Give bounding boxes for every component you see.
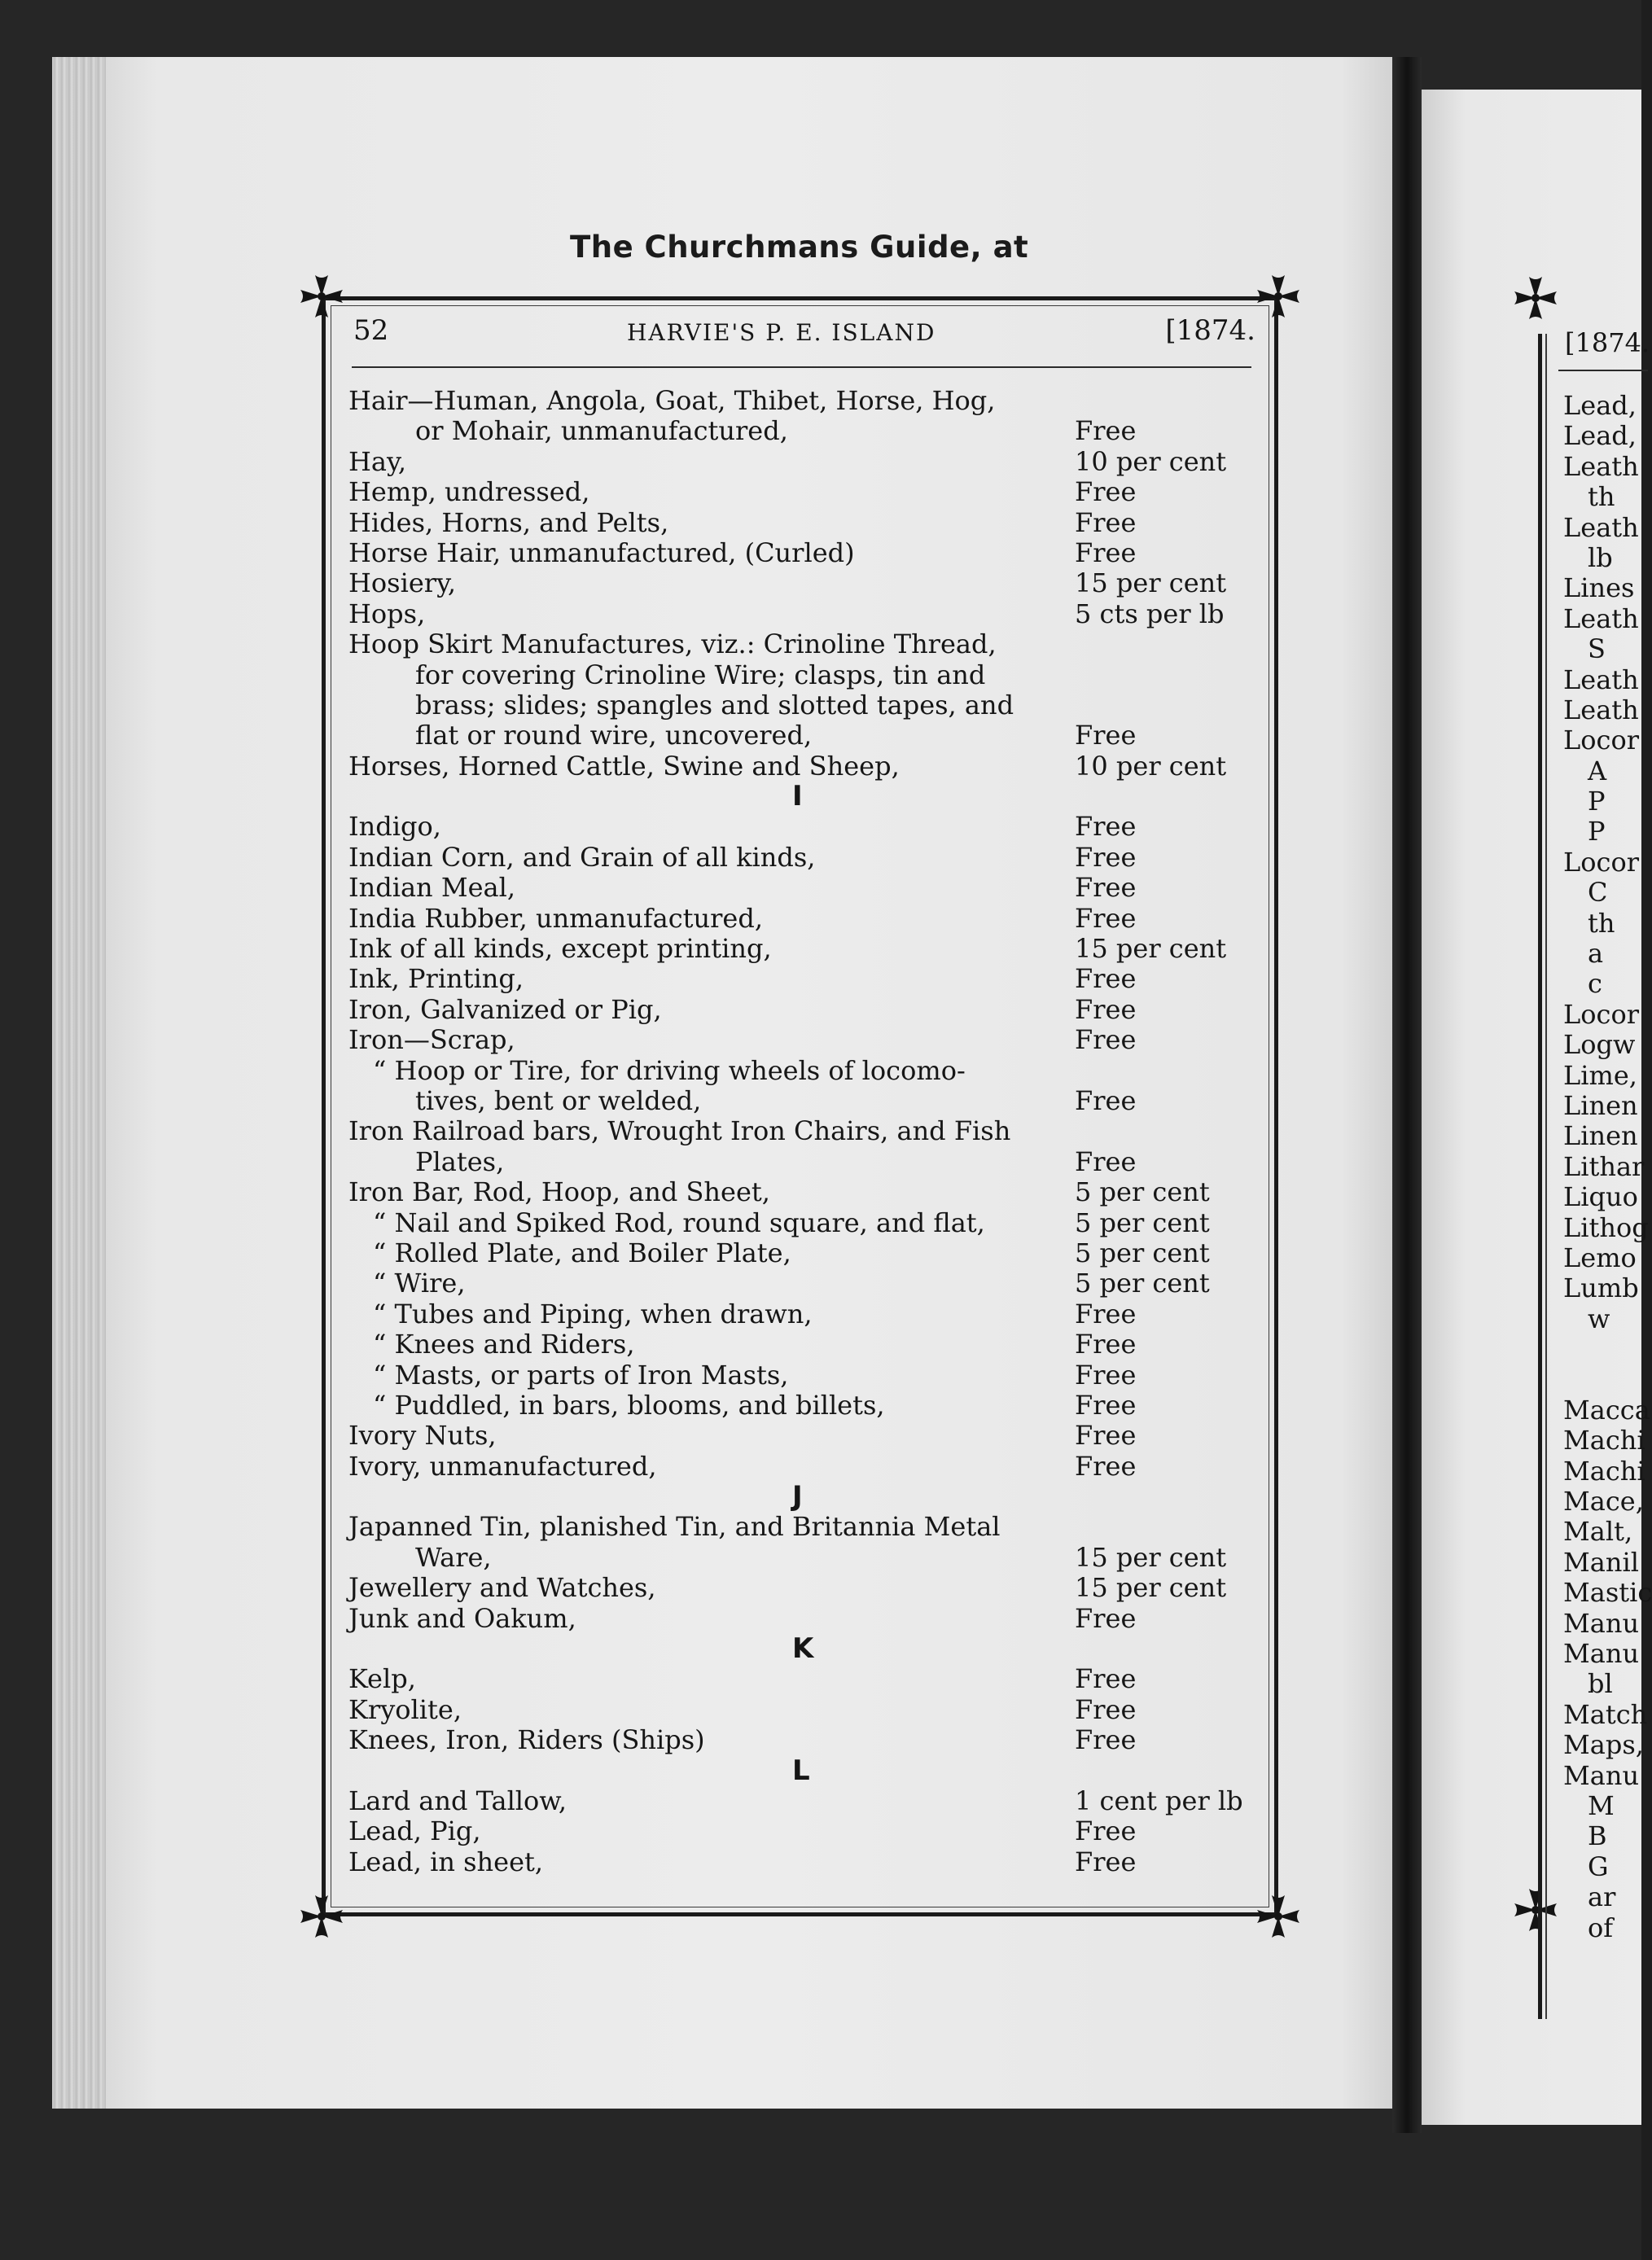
right-page-line: Manu bbox=[1563, 1638, 1640, 1670]
tariff-item: brass; slides; spangles and slotted tapes, and bbox=[415, 689, 1014, 720]
tariff-rate: Free bbox=[1075, 537, 1137, 568]
tariff-item: Kelp, bbox=[348, 1663, 416, 1695]
corner-ornament-icon bbox=[1254, 1892, 1303, 1941]
tariff-rate: Free bbox=[1075, 993, 1137, 1025]
tariff-rate: Free bbox=[1075, 811, 1137, 843]
tariff-item: Indian Meal, bbox=[348, 872, 516, 904]
tariff-item: Hosiery, bbox=[348, 567, 457, 599]
right-page-line: a bbox=[1588, 938, 1604, 970]
tariff-item: Horses, Horned Cattle, Swine and Sheep, bbox=[348, 750, 900, 782]
page-header bbox=[350, 314, 1262, 358]
book-gutter bbox=[1392, 57, 1422, 2133]
right-page-line: Match bbox=[1563, 1698, 1648, 1730]
tariff-row bbox=[348, 964, 1260, 994]
right-page-line: Lithar bbox=[1563, 1150, 1645, 1182]
right-page-line bbox=[1563, 1334, 1652, 1364]
tariff-rate: Free bbox=[1075, 1450, 1137, 1482]
right-page-line: Machi bbox=[1563, 1455, 1645, 1487]
tariff-row bbox=[348, 1512, 1260, 1542]
section-letter bbox=[348, 782, 1260, 812]
tariff-rate: 10 per cent bbox=[1075, 750, 1227, 782]
right-page bbox=[1422, 90, 1652, 2125]
tariff-item: “ Nail and Spiked Rod, round square, and flat, bbox=[373, 1207, 985, 1238]
tariff-rate: Free bbox=[1075, 872, 1137, 904]
tariff-rate: 5 per cent bbox=[1075, 1207, 1210, 1238]
tariff-row bbox=[348, 568, 1260, 598]
tariff-rate: Free bbox=[1075, 963, 1137, 995]
corner-ornament-icon bbox=[1254, 272, 1303, 321]
tariff-row bbox=[348, 1604, 1260, 1634]
tariff-rate: Free bbox=[1075, 1420, 1137, 1452]
header-title: HARVIE'S P. E. ISLAND bbox=[627, 319, 936, 346]
tariff-row bbox=[348, 1147, 1260, 1177]
tariff-item: “ Hoop or Tire, for driving wheels of locomo- bbox=[373, 1054, 966, 1086]
tariff-row bbox=[348, 477, 1260, 507]
tariff-rate: Free bbox=[1075, 1846, 1137, 1877]
corner-ornament-icon bbox=[297, 1892, 346, 1941]
page-number: 52 bbox=[353, 314, 389, 347]
tariff-row bbox=[348, 1573, 1260, 1603]
right-page-line: Lead, bbox=[1563, 390, 1637, 421]
right-page-line: Leath bbox=[1563, 602, 1639, 634]
tariff-item: Iron—Scrap, bbox=[348, 1024, 515, 1056]
right-page-header-rule bbox=[1558, 370, 1648, 371]
tariff-row bbox=[348, 1421, 1260, 1451]
tariff-item: tives, bent or welded, bbox=[415, 1084, 702, 1116]
right-page-line: Locor bbox=[1563, 846, 1639, 878]
tariff-rate: Free bbox=[1075, 506, 1137, 538]
right-page-frame-inner bbox=[1545, 334, 1547, 2019]
right-page-line: Lemo bbox=[1563, 1242, 1637, 1273]
tariff-row bbox=[348, 1664, 1260, 1694]
tariff-rate: 15 per cent bbox=[1075, 567, 1227, 599]
right-page-line: Mace, bbox=[1563, 1486, 1644, 1518]
tariff-item: “ Tubes and Piping, when drawn, bbox=[373, 1298, 813, 1329]
right-page-year: [1874. bbox=[1565, 327, 1650, 358]
tariff-row bbox=[348, 447, 1260, 477]
tariff-rate: Free bbox=[1075, 1084, 1137, 1116]
tariff-rate: 15 per cent bbox=[1075, 1572, 1227, 1604]
right-page-line: Maps, bbox=[1563, 1729, 1644, 1761]
tariff-rate: Free bbox=[1075, 1298, 1137, 1329]
tariff-rate: 5 cts per lb bbox=[1075, 598, 1225, 629]
tariff-row bbox=[348, 1847, 1260, 1877]
tariff-item: Jewellery and Watches, bbox=[348, 1572, 656, 1604]
tariff-row bbox=[348, 1452, 1260, 1482]
tariff-rate: Free bbox=[1075, 1024, 1137, 1056]
tariff-item: Ivory Nuts, bbox=[348, 1420, 497, 1452]
tariff-item: Iron Bar, Rod, Hoop, and Sheet, bbox=[348, 1176, 770, 1208]
section-letter-text: I bbox=[792, 780, 803, 813]
tariff-rate: Free bbox=[1075, 415, 1137, 447]
corner-ornament-icon bbox=[1511, 274, 1560, 322]
right-page-line: Manu bbox=[1563, 1607, 1640, 1639]
right-page-line: Locor bbox=[1563, 725, 1639, 756]
right-page-line: Manu bbox=[1563, 1759, 1640, 1791]
tariff-item: Hops, bbox=[348, 598, 426, 629]
right-page-line: Linen bbox=[1563, 1120, 1638, 1152]
tariff-item: “ Wire, bbox=[373, 1268, 466, 1299]
right-page-line: Mastic bbox=[1563, 1577, 1652, 1609]
tariff-row bbox=[348, 660, 1260, 690]
tariff-item: Hides, Horns, and Pelts, bbox=[348, 506, 669, 538]
tariff-item: Lead, in sheet, bbox=[348, 1846, 544, 1877]
tariff-row bbox=[348, 1056, 1260, 1086]
tariff-item: Hay, bbox=[348, 445, 406, 477]
tariff-row bbox=[348, 1786, 1260, 1816]
tariff-item: Kryolite, bbox=[348, 1693, 462, 1725]
corner-ornament-icon bbox=[1511, 1886, 1560, 1934]
tariff-row bbox=[348, 1725, 1260, 1755]
section-letter bbox=[348, 1756, 1260, 1786]
tariff-row bbox=[348, 1360, 1260, 1391]
tariff-item: Iron, Galvanized or Pig, bbox=[348, 993, 662, 1025]
tariff-row bbox=[348, 1268, 1260, 1299]
tariff-row bbox=[348, 538, 1260, 568]
tariff-item: “ Puddled, in bars, blooms, and billets, bbox=[373, 1389, 885, 1421]
tariff-rate: Free bbox=[1075, 841, 1137, 873]
tariff-rate: Free bbox=[1075, 1815, 1137, 1847]
right-page-line: G bbox=[1588, 1850, 1609, 1882]
tariff-row bbox=[348, 1299, 1260, 1329]
tariff-item: Hoop Skirt Manufactures, viz.: Crinoline Thread, bbox=[348, 629, 997, 660]
right-page-line: Liquo bbox=[1563, 1181, 1638, 1213]
tariff-list bbox=[348, 386, 1260, 1877]
tariff-row bbox=[348, 629, 1260, 659]
tariff-item: Plates, bbox=[415, 1145, 505, 1177]
tariff-row bbox=[348, 1816, 1260, 1846]
tariff-rate: Free bbox=[1075, 720, 1137, 751]
tariff-row bbox=[348, 1695, 1260, 1725]
tariff-rate: 5 per cent bbox=[1075, 1268, 1210, 1299]
right-page-line: Leath bbox=[1563, 450, 1639, 482]
tariff-item: Ink of all kinds, except printing, bbox=[348, 933, 772, 965]
tariff-row bbox=[348, 599, 1260, 629]
tariff-item: Indian Corn, and Grain of all kinds, bbox=[348, 841, 816, 873]
tariff-row bbox=[348, 416, 1260, 446]
tariff-row bbox=[348, 1329, 1260, 1360]
right-page-line bbox=[1563, 1365, 1652, 1395]
tariff-item: Knees, Iron, Riders (Ships) bbox=[348, 1724, 705, 1756]
tariff-item: for covering Crinoline Wire; clasps, tin and bbox=[415, 659, 986, 690]
tariff-item: Ware, bbox=[415, 1541, 492, 1573]
right-page-line: M bbox=[1588, 1789, 1615, 1821]
tariff-item: Ivory, unmanufactured, bbox=[348, 1450, 657, 1482]
right-page-line: S bbox=[1588, 633, 1606, 665]
right-page-frame bbox=[1538, 334, 1542, 2019]
right-page-line: lb bbox=[1588, 541, 1613, 573]
right-page-line: c bbox=[1588, 968, 1602, 1000]
tariff-item: Hair—Human, Angola, Goat, Thibet, Horse, Hog, bbox=[348, 385, 996, 416]
tariff-rate: Free bbox=[1075, 1145, 1137, 1177]
tariff-row bbox=[348, 1116, 1260, 1146]
right-page-line: of bbox=[1588, 1912, 1614, 1943]
tariff-row bbox=[348, 934, 1260, 964]
header-rule bbox=[352, 366, 1251, 368]
section-letter-text: J bbox=[792, 1480, 803, 1513]
tariff-row bbox=[348, 720, 1260, 751]
tariff-row bbox=[348, 843, 1260, 873]
tariff-row bbox=[348, 812, 1260, 842]
tariff-rate: Free bbox=[1075, 1359, 1137, 1391]
right-page-line: Leath bbox=[1563, 664, 1639, 695]
tariff-rate: Free bbox=[1075, 1389, 1137, 1421]
tariff-rate: Free bbox=[1075, 1724, 1137, 1756]
right-page-line: P bbox=[1588, 816, 1606, 848]
section-letter bbox=[348, 1634, 1260, 1664]
tariff-item: Japanned Tin, planished Tin, and Britannia Metal bbox=[348, 1511, 1001, 1543]
tariff-rate: Free bbox=[1075, 902, 1137, 934]
right-page-line: Machi bbox=[1563, 1425, 1645, 1456]
right-page-line: th bbox=[1588, 481, 1615, 513]
right-page-line: P bbox=[1588, 786, 1606, 817]
tariff-item: “ Masts, or parts of Iron Masts, bbox=[373, 1359, 789, 1391]
tariff-row bbox=[348, 904, 1260, 934]
tariff-rate: 10 per cent bbox=[1075, 445, 1227, 477]
tariff-row bbox=[348, 1025, 1260, 1055]
tariff-item: India Rubber, unmanufactured, bbox=[348, 902, 764, 934]
tariff-item: Indigo, bbox=[348, 811, 441, 843]
tariff-rate: 5 per cent bbox=[1075, 1237, 1210, 1268]
right-page-line: C bbox=[1588, 877, 1608, 909]
tariff-row bbox=[348, 690, 1260, 720]
right-page-line: Logw bbox=[1563, 1029, 1636, 1061]
right-page-line: B bbox=[1588, 1820, 1607, 1852]
right-page-line: Lead, bbox=[1563, 420, 1637, 452]
tariff-item: or Mohair, unmanufactured, bbox=[415, 415, 788, 447]
tariff-item: flat or round wire, uncovered, bbox=[415, 720, 813, 751]
tariff-rate: 15 per cent bbox=[1075, 1541, 1227, 1573]
running-head: The Churchmans Guide, at bbox=[570, 230, 1029, 265]
tariff-rate: Free bbox=[1075, 1602, 1137, 1634]
right-page-line: ar bbox=[1588, 1881, 1616, 1913]
tariff-row bbox=[348, 1238, 1260, 1268]
right-page-entries bbox=[1563, 391, 1652, 1943]
tariff-row bbox=[348, 1086, 1260, 1116]
corner-ornament-icon bbox=[297, 272, 346, 321]
right-page-line: Leath bbox=[1563, 511, 1639, 543]
right-page-line: Macca bbox=[1563, 1394, 1650, 1426]
tariff-row bbox=[348, 873, 1260, 903]
tariff-rate: Free bbox=[1075, 1329, 1137, 1360]
right-page-line: Lines bbox=[1563, 572, 1635, 604]
right-page-line: Lime, bbox=[1563, 1059, 1637, 1091]
right-page-line: w bbox=[1588, 1303, 1610, 1334]
tariff-item: “ Knees and Riders, bbox=[373, 1329, 635, 1360]
right-page-line: Locor bbox=[1563, 998, 1639, 1030]
tariff-item: “ Rolled Plate, and Boiler Plate, bbox=[373, 1237, 791, 1268]
section-letter bbox=[348, 1482, 1260, 1512]
tariff-item: Lead, Pig, bbox=[348, 1815, 481, 1847]
tariff-row bbox=[348, 1391, 1260, 1421]
right-page-line: Linen bbox=[1563, 1089, 1638, 1121]
tariff-row bbox=[348, 508, 1260, 538]
tariff-item: Iron Railroad bars, Wrought Iron Chairs, and Fish bbox=[348, 1115, 1011, 1147]
tariff-row bbox=[348, 995, 1260, 1025]
right-page-line: A bbox=[1588, 755, 1607, 786]
tariff-item: Hemp, undressed, bbox=[348, 476, 590, 508]
section-letter-text: L bbox=[792, 1754, 810, 1787]
section-letter-text: K bbox=[792, 1632, 814, 1666]
tariff-item: Lard and Tallow, bbox=[348, 1785, 567, 1816]
right-page-line: Leath bbox=[1563, 694, 1639, 725]
tariff-rate: Free bbox=[1075, 476, 1137, 508]
tariff-row bbox=[348, 1543, 1260, 1573]
tariff-rate: 1 cent per lb bbox=[1075, 1785, 1243, 1816]
header-year: [1874. bbox=[1165, 314, 1255, 347]
tariff-rate: 15 per cent bbox=[1075, 933, 1227, 965]
right-page-line: th bbox=[1588, 907, 1615, 939]
tariff-row bbox=[348, 1177, 1260, 1207]
right-page-line: Manil bbox=[1563, 1546, 1639, 1578]
tariff-item: Ink, Printing, bbox=[348, 963, 524, 995]
right-page-line: Lithog bbox=[1563, 1211, 1649, 1243]
right-page-line: Malt, bbox=[1563, 1516, 1633, 1548]
tariff-item: Horse Hair, unmanufactured, (Curled) bbox=[348, 537, 855, 568]
tariff-row bbox=[348, 751, 1260, 782]
tariff-row bbox=[348, 386, 1260, 416]
tariff-rate: 5 per cent bbox=[1075, 1176, 1210, 1208]
tariff-rate: Free bbox=[1075, 1663, 1137, 1695]
tariff-item: Junk and Oakum, bbox=[348, 1602, 576, 1634]
right-page-line: bl bbox=[1588, 1668, 1613, 1700]
tariff-rate: Free bbox=[1075, 1693, 1137, 1725]
tariff-row bbox=[348, 1208, 1260, 1238]
right-page-line: Lumb bbox=[1563, 1272, 1639, 1304]
